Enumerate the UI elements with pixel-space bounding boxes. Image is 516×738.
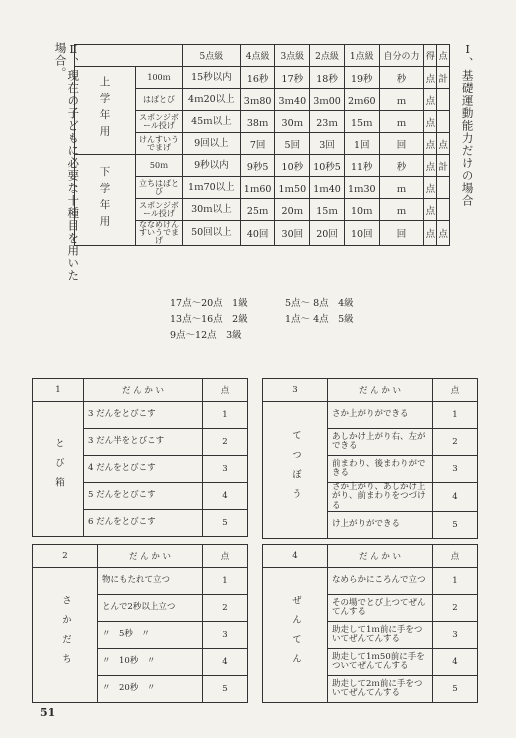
- event-name: スポンジボール投げ: [136, 199, 183, 221]
- grade-row: [170, 296, 410, 312]
- value-cell: 1ｍ30: [344, 177, 379, 199]
- stage-text: 物にもたれて立つ: [98, 568, 203, 595]
- value-cell: 回: [379, 133, 424, 155]
- value-cell: 1ｍ70以上: [183, 177, 241, 199]
- header-row: [75, 45, 450, 67]
- stage-point: 2: [433, 595, 478, 622]
- value-cell: 50回以上: [183, 221, 241, 246]
- value-cell: 23ｍ: [310, 111, 345, 133]
- stage-point: 3: [433, 622, 478, 649]
- stage-text: 助走して1ｍ前に手をついてぜんてんする: [328, 622, 433, 649]
- grade-text: 17点～20点 1級: [170, 298, 248, 309]
- grade-text: 13点～16点 2級: [170, 314, 248, 325]
- sub-table-tetsubo: [262, 378, 478, 539]
- event-name: 50ｍ: [136, 155, 183, 177]
- stage-point: 4: [433, 649, 478, 676]
- sub-table: [32, 378, 248, 537]
- sub-header-stage: だ ん か い: [98, 545, 203, 568]
- stage-point: 2: [433, 429, 478, 456]
- event-name: 100ｍ: [136, 67, 183, 89]
- value-cell: 1回: [344, 133, 379, 155]
- sub-table: [32, 544, 248, 703]
- value-cell: 16秒: [240, 67, 275, 89]
- sub-header-stage: だ ん か い: [328, 545, 433, 568]
- stage-point: 5: [433, 676, 478, 703]
- stage-point: 5: [203, 510, 248, 537]
- stage-text: 助走して1ｍ50前に手をついてぜんてんする: [328, 649, 433, 676]
- value-cell: 点: [424, 67, 437, 89]
- value-cell: 10秒5: [310, 155, 345, 177]
- header-cell: 3点級: [275, 45, 310, 67]
- value-cell: ｍ: [379, 111, 424, 133]
- sub-side-text: とび箱: [53, 438, 64, 497]
- value-cell: 3ｍ00: [310, 89, 345, 111]
- value-cell: 回: [379, 221, 424, 246]
- score-table: [74, 44, 450, 246]
- stage-point: 1: [203, 568, 248, 595]
- value-cell: 3ｍ80: [240, 89, 275, 111]
- stage-point: 4: [203, 649, 248, 676]
- value-cell: 25ｍ: [240, 199, 275, 221]
- stage-text: 〃 20秒 〃: [98, 676, 203, 703]
- value-cell: 7回: [240, 133, 275, 155]
- value-cell: [437, 177, 450, 199]
- value-cell: 17秒: [275, 67, 310, 89]
- value-cell: 点: [424, 199, 437, 221]
- value-cell: ｍ: [379, 177, 424, 199]
- sub-side-text: てつぼう: [290, 429, 301, 508]
- stage-text: 助走して2ｍ前に手をついてぜんてんする: [328, 676, 433, 703]
- sub-row: [263, 568, 478, 595]
- stage-text: 〃 5秒 〃: [98, 622, 203, 649]
- sub-header: [263, 545, 478, 568]
- value-cell: 点: [424, 111, 437, 133]
- stage-text: 6 だんをとびこす: [84, 510, 203, 537]
- event-name: はばとび: [136, 89, 183, 111]
- sub-side-label: [33, 568, 98, 703]
- stage-text: 3 だんをとびこす: [84, 402, 203, 429]
- stage-text: さか上がりができる: [328, 402, 433, 429]
- header-cell: 4点級: [240, 45, 275, 67]
- value-cell: 点: [437, 221, 450, 246]
- value-cell: 15ｍ: [310, 199, 345, 221]
- value-cell: 30ｍ: [275, 111, 310, 133]
- grade-row: [170, 312, 410, 328]
- value-cell: 点: [424, 133, 437, 155]
- value-cell: 20ｍ: [275, 199, 310, 221]
- header-cell: 自分の力: [379, 45, 424, 67]
- sub-side-text: さかだち: [60, 594, 71, 673]
- value-cell: 3回: [310, 133, 345, 155]
- stage-text: 5 だんをとびこす: [84, 483, 203, 510]
- sub-table-tobibako: [32, 378, 248, 537]
- value-cell: 18秒: [310, 67, 345, 89]
- header-cell: 得: [424, 45, 437, 67]
- stage-point: 4: [203, 483, 248, 510]
- value-cell: ｍ: [379, 199, 424, 221]
- sub-side-text: ぜんてん: [290, 594, 301, 673]
- group-label: [75, 155, 136, 246]
- sub-header-point: 点: [433, 545, 478, 568]
- value-cell: 30ｍ以上: [183, 199, 241, 221]
- value-cell: [437, 199, 450, 221]
- value-cell: 秒: [379, 67, 424, 89]
- sub-header: [263, 379, 478, 402]
- sub-header: [33, 379, 248, 402]
- value-cell: 点: [424, 177, 437, 199]
- value-cell: 20回: [310, 221, 345, 246]
- value-cell: 3ｍ40: [275, 89, 310, 111]
- value-cell: 10ｍ: [344, 199, 379, 221]
- sub-header-point: 点: [203, 379, 248, 402]
- sub-number: 4: [263, 545, 328, 568]
- right-heading: Ⅰ、基礎運動能力だけの場合: [460, 42, 475, 207]
- value-cell: 点: [424, 89, 437, 111]
- event-name: 立ちはばとび: [136, 177, 183, 199]
- sub-row: [33, 568, 248, 595]
- stage-text: 4 だんをとびこす: [84, 456, 203, 483]
- sub-number: 2: [33, 545, 98, 568]
- page-number: 51: [40, 706, 56, 719]
- value-cell: 点: [424, 221, 437, 246]
- sub-header-stage: だ ん か い: [328, 379, 433, 402]
- value-cell: 10回: [344, 221, 379, 246]
- sub-table-sakadachi: [32, 544, 248, 703]
- stage-text: あしかけ上がり右、左ができる: [328, 429, 433, 456]
- stage-text: その場でとび上つてぜんてんする: [328, 595, 433, 622]
- value-cell: 40回: [240, 221, 275, 246]
- stage-point: 2: [203, 595, 248, 622]
- event-name: スポンジボール投げ: [136, 111, 183, 133]
- stage-point: 1: [433, 402, 478, 429]
- stage-point: 4: [433, 483, 478, 512]
- stage-point: 3: [433, 456, 478, 483]
- event-name: ななめけんすいうでまげ: [136, 221, 183, 246]
- value-cell: 9回以上: [183, 133, 241, 155]
- value-cell: 9秒5: [240, 155, 275, 177]
- header-cell: 点: [437, 45, 450, 67]
- value-cell: 1ｍ40: [310, 177, 345, 199]
- value-cell: [437, 89, 450, 111]
- value-cell: 11秒: [344, 155, 379, 177]
- stage-point: 3: [203, 622, 248, 649]
- value-cell: 38ｍ: [240, 111, 275, 133]
- sub-header-point: 点: [203, 545, 248, 568]
- sub-number: 1: [33, 379, 84, 402]
- stage-point: 3: [203, 456, 248, 483]
- group-label: [75, 67, 136, 155]
- header-cell: 2点級: [310, 45, 345, 67]
- value-cell: 10秒: [275, 155, 310, 177]
- stage-point: 5: [433, 512, 478, 539]
- stage-text: なめらかにころんで立つ: [328, 568, 433, 595]
- sub-row: [33, 402, 248, 429]
- grade-legend: [170, 296, 410, 344]
- value-cell: ｍ: [379, 89, 424, 111]
- value-cell: 計: [437, 67, 450, 89]
- grade-text: 9点～12点 3級: [170, 330, 242, 341]
- table-row: [75, 67, 450, 89]
- group-label-text: 下学年用: [98, 165, 111, 232]
- stage-point: 5: [203, 676, 248, 703]
- sub-side-label: [263, 568, 328, 703]
- value-cell: 1ｍ50: [275, 177, 310, 199]
- header-cell: 1点級: [344, 45, 379, 67]
- stage-point: 1: [433, 568, 478, 595]
- value-cell: 秒: [379, 155, 424, 177]
- table-row: [75, 155, 450, 177]
- stage-text: 〃 10秒 〃: [98, 649, 203, 676]
- sub-side-label: [33, 402, 84, 537]
- stage-text: 3 だん半をとびこす: [84, 429, 203, 456]
- value-cell: 5回: [275, 133, 310, 155]
- corner-cell: [75, 45, 183, 67]
- event-name: けんすいうでまげ: [136, 133, 183, 155]
- stage-text: さか上がり、あしかけ上がり、前まわりをつづける: [328, 483, 433, 512]
- value-cell: 1ｍ60: [240, 177, 275, 199]
- stage-text: とんで2秒以上立つ: [98, 595, 203, 622]
- value-cell: 15秒以内: [183, 67, 241, 89]
- value-cell: 45ｍ以上: [183, 111, 241, 133]
- group-label-text: 上学年用: [98, 76, 111, 142]
- value-cell: 15ｍ: [344, 111, 379, 133]
- grade-row: [170, 328, 410, 344]
- stage-point: 1: [203, 402, 248, 429]
- sub-number: 3: [263, 379, 328, 402]
- sub-header-point: 点: [433, 379, 478, 402]
- header-cell: 5点級: [183, 45, 241, 67]
- stage-text: 前まわり、後まわりができる: [328, 456, 433, 483]
- sub-table: [262, 544, 478, 703]
- stage-point: 2: [203, 429, 248, 456]
- sub-table-zenten: [262, 544, 478, 703]
- value-cell: 19秒: [344, 67, 379, 89]
- value-cell: 点: [424, 155, 437, 177]
- stage-text: け上がりができる: [328, 512, 433, 539]
- value-cell: 計: [437, 155, 450, 177]
- sub-row: [263, 402, 478, 429]
- grade-text: 5点～ 8点 4級: [285, 298, 354, 309]
- sub-side-label: [263, 402, 328, 539]
- value-cell: 4ｍ20以上: [183, 89, 241, 111]
- value-cell: 2ｍ60: [344, 89, 379, 111]
- sub-table: [262, 378, 478, 539]
- left-heading: Ⅱ、現在の子どもに必要な十種目を用いた場合。: [53, 42, 81, 282]
- value-cell: 9秒以内: [183, 155, 241, 177]
- value-cell: 30回: [275, 221, 310, 246]
- grade-text: 1点～ 4点 5級: [285, 314, 354, 325]
- sub-header-stage: だ ん か い: [84, 379, 203, 402]
- value-cell: [437, 111, 450, 133]
- sub-header: [33, 545, 248, 568]
- value-cell: 点: [437, 133, 450, 155]
